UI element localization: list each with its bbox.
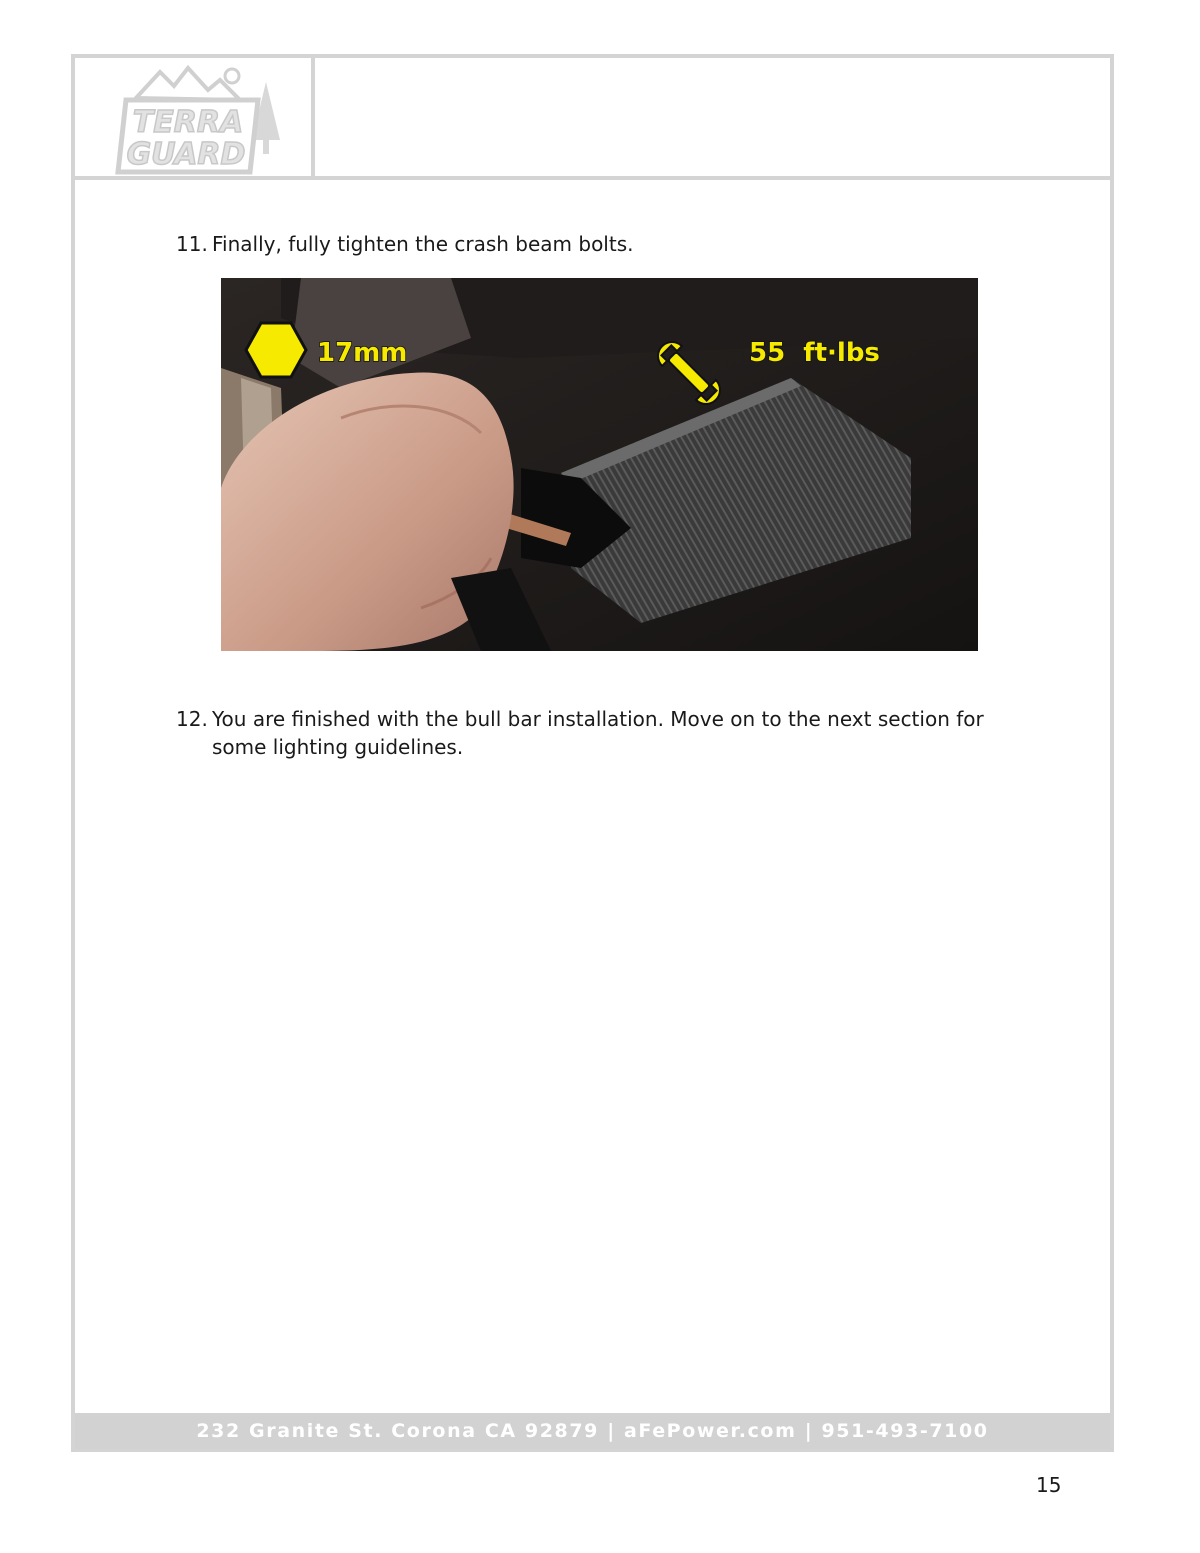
socket-size-label: 17mm [317,338,408,368]
photo-overlay [221,278,978,651]
step-12 [176,705,1056,765]
step-text: Finally, fully tighten the crash beam bolts. [212,232,634,256]
logo-divider [311,54,315,178]
hexagon-icon [246,323,306,377]
step-text-line-2: some lighting guidelines. [212,735,464,759]
step-11 [176,230,1056,260]
step-text-line-1: You are finished with the bull bar installation. Move on to the next section for [212,707,984,731]
logo-text-terra: TERRA [132,105,244,140]
installation-photo [221,278,978,651]
torque-label: 55 ft·lbs [749,338,880,368]
page-number: 15 [1036,1473,1062,1497]
step-number: 12. [176,707,208,731]
logo-text-guard: GUARD [126,137,246,172]
terra-guard-logo [108,60,288,175]
header-divider [71,176,1114,180]
footer-bar [75,1413,1110,1449]
wrench-icon [652,336,726,410]
footer-contact-text: 232 Granite St. Corona CA 92879 | aFePower.com | 951-493-7100 [196,1420,989,1442]
step-number: 11. [176,232,208,256]
